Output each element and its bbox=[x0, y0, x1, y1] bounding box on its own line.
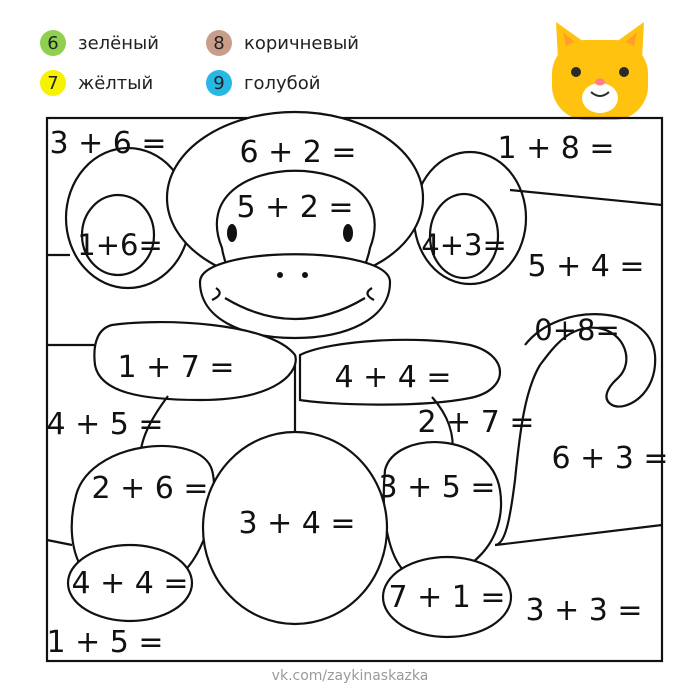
equation-right-leg: 3 + 5 = bbox=[378, 470, 496, 505]
legend-label: голубой bbox=[244, 72, 321, 94]
equation-belly: 3 + 4 = bbox=[238, 506, 356, 541]
equation-tail-mid: 6 + 3 = bbox=[551, 441, 669, 476]
equation-right-foot: 7 + 1 = bbox=[388, 580, 506, 615]
equation-top-middle: 6 + 2 = bbox=[239, 135, 357, 170]
legend-label: коричневый bbox=[244, 32, 360, 54]
legend-swatch: 9 bbox=[206, 70, 232, 96]
legend-swatch: 8 bbox=[206, 30, 232, 56]
legend-swatch: 6 bbox=[40, 30, 66, 56]
equation-bottom-right: 3 + 3 = bbox=[525, 593, 643, 628]
watermark: vk.com/zaykinaskazka bbox=[271, 668, 429, 684]
legend-swatch: 7 bbox=[40, 70, 66, 96]
equation-left-arm: 1 + 7 = bbox=[117, 350, 235, 385]
cat-mascot-icon bbox=[552, 22, 648, 120]
equation-top-right: 1 + 8 = bbox=[497, 131, 615, 166]
legend-label: зелёный bbox=[78, 32, 159, 54]
equation-bottom-left: 1 + 5 = bbox=[46, 625, 164, 660]
equation-right-side: 2 + 7 = bbox=[417, 405, 535, 440]
equation-top-left: 3 + 6 = bbox=[49, 126, 167, 161]
equation-left-foot: 4 + 4 = bbox=[71, 566, 189, 601]
equation-right-upper: 5 + 4 = bbox=[527, 249, 645, 284]
equation-left-leg: 2 + 6 = bbox=[91, 471, 209, 506]
equation-right-ear: 4+3= bbox=[421, 228, 507, 262]
equation-tail-tip: 0+8= bbox=[534, 313, 620, 347]
equation-right-arm: 4 + 4 = bbox=[334, 360, 452, 395]
equation-left-side: 4 + 5 = bbox=[46, 407, 164, 442]
legend-label: жёлтый bbox=[78, 72, 154, 94]
equation-face: 5 + 2 = bbox=[236, 190, 354, 225]
equation-left-ear: 1+6= bbox=[77, 228, 163, 262]
